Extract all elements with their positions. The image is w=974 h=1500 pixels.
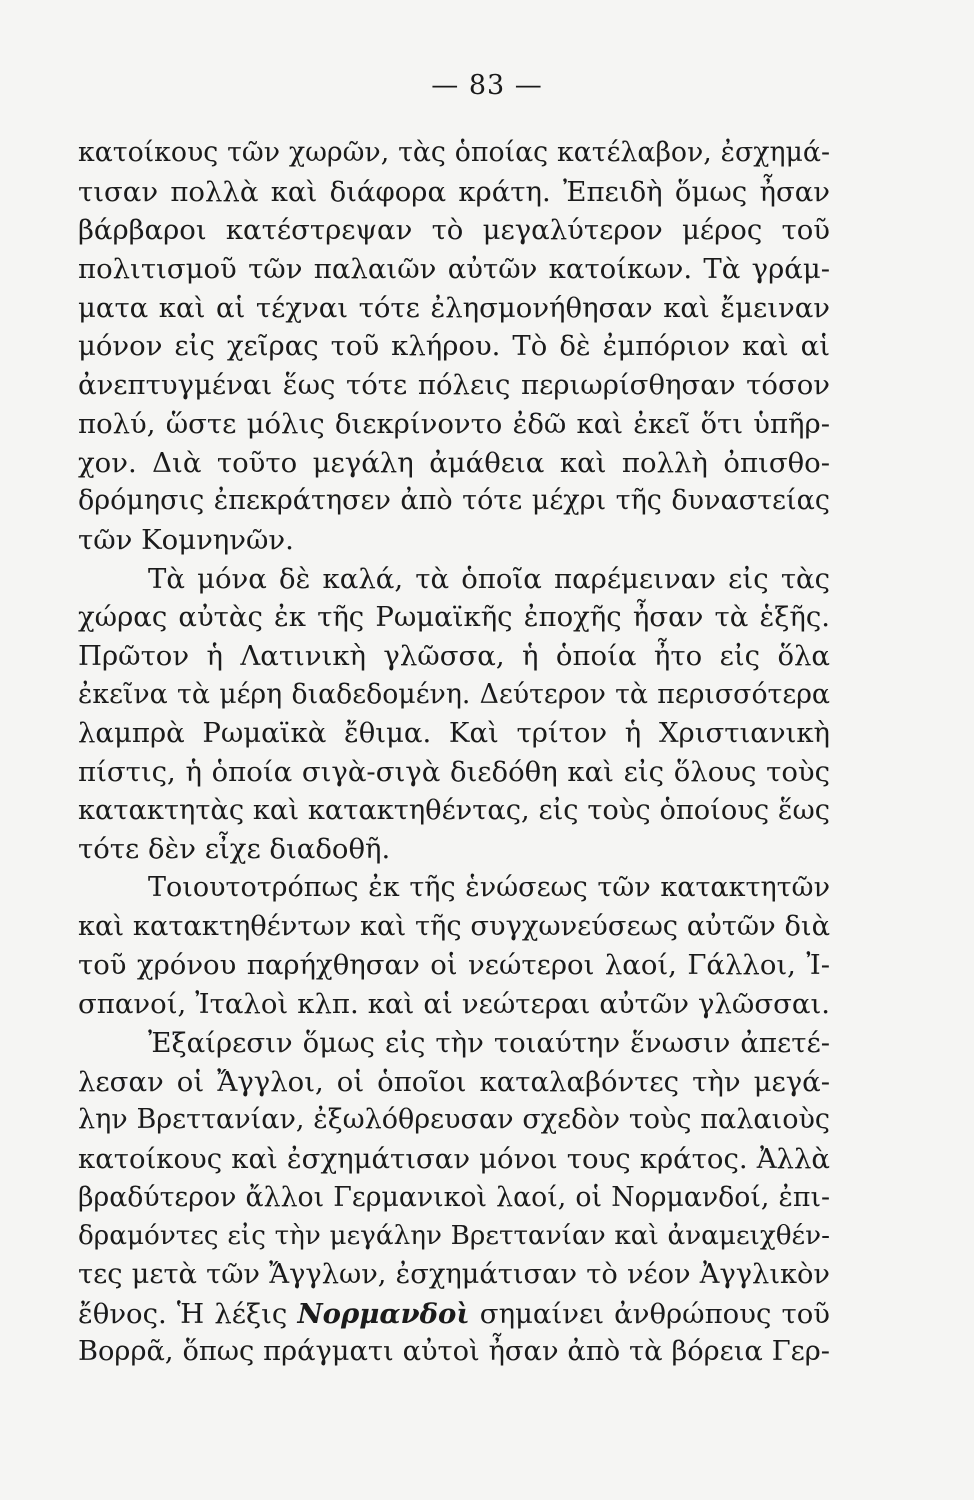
text-line: κατακτητὰς καὶ κατακτηθέντας, εἰς τοὺς ὁποίους ἕως [78,794,830,826]
text-line: βάρβαροι κατέστρεψαν τὸ μεγαλύτερον μέρος τοῦ [78,214,830,247]
text-line: καὶ κατακτηθέντων καὶ τῆς συγχωνεύσεως αὐτῶν διὰ [78,910,830,942]
text-line: μόνον εἰς χεῖρας τοῦ κλήρου. Τὸ δὲ ἐμπόριον καὶ αἱ [78,330,830,363]
text-line: βραδύτερον ἄλλοι Γερμανικοὶ λαοί, οἱ Νορμανδοί, ἐπι- [78,1181,830,1213]
text-line-with-emphasis [78,1295,830,1334]
text-line: σπανοί, Ἰταλοὶ κλπ. καὶ αἱ νεώτεραι αὐτῶν γλῶσσαι. [78,988,830,1021]
text-line: πολύ, ὥστε μόλις διεκρίνοντο ἐδῶ καὶ ἐκεῖ ὅτι ὑπῆρ- [78,407,830,440]
text-line: ἀνεπτυγμέναι ἕως τότε πόλεις περιωρίσθησαν τόσον [78,369,830,402]
text-line: λαμπρὰ Ρωμαϊκὰ ἔθιμα. Καὶ τρίτον ἡ Χριστιανικὴ [78,717,830,750]
paragraph-start-line: Τοιουτοτρόπως ἐκ τῆς ἑνώσεως τῶν κατακτητῶν [148,872,830,904]
text-line: κατοίκους τῶν χωρῶν, τὰς ὁποίας κατέλαβον, ἐσχημά- [78,137,830,168]
text-line: τες μετὰ τῶν Ἄγγλων, ἐσχημάτισαν τὸ νέον Ἀγγλικὸν [78,1258,830,1290]
paragraph-start-line: Ἐξαίρεσιν ὅμως εἰς τὴν τοιαύτην ἕνωσιν ἀπετέ- [148,1026,830,1059]
emphasized-word: Νορμανδοὶ [297,1297,470,1330]
text-line: πίστις, ἡ ὁποία σιγὰ-σιγὰ διεδόθη καὶ εἰς ὅλους τοὺς [78,756,830,788]
text-line: δρόμησις ἐπεκράτησεν ἀπὸ τότε μέχρι τῆς δυναστείας [78,485,830,517]
text-line: Βορρᾶ, ὅπως πράγματι αὐτοὶ ἦσαν ἀπὸ τὰ βόρεια Γερ- [78,1336,830,1368]
body-text [78,134,830,1372]
text-line: ἐκεῖνα τὰ μέρη διαδεδομένη. Δεύτερον τὰ περισσότερα [78,678,830,710]
text-line: τότε δὲν εἶχε διαδοθῆ. [78,833,391,866]
page-number: — 83 — [431,70,543,101]
text-line: λεσαν οἱ Ἄγγλοι, οἱ ὁποῖοι καταλαβόντες τὴν μεγά- [78,1065,830,1098]
text-line: δραμόντες εἰς τὴν μεγάλην Βρεττανίαν καὶ ἀναμειχθέν- [78,1221,830,1252]
text-line: χον. Διὰ τοῦτο μεγάλη ἀμάθεια καὶ πολλὴ ὀπισθο- [78,446,830,479]
text-line: χώρας αὐτὰς ἐκ τῆς Ρωμαϊκῆς ἐποχῆς ἦσαν τὰ ἑξῆς. [78,601,830,634]
line-text-before: ἔθνος. Ἡ λέξις [78,1297,298,1330]
text-line: λην Βρεττανίαν, ἐξωλόθρευσαν σχεδὸν τοὺς παλαιοὺς [78,1104,830,1136]
text-line: πολιτισμοῦ τῶν παλαιῶν αὐτῶν κατοίκων. Τὰ γράμ- [78,253,830,286]
text-line: κατοίκους καὶ ἐσχημάτισαν μόνοι τους κράτος. Ἀλλὰ [78,1142,830,1175]
text-line: ματα καὶ αἱ τέχναι τότε ἐλησμονήθησαν καὶ ἔμειναν [78,291,830,324]
text-line: τοῦ χρόνου παρήχθησαν οἱ νεώτεροι λαοί, Γάλλοι, Ἰ- [78,949,830,982]
text-line: Πρῶτον ἡ Λατινικὴ γλῶσσα, ἡ ὁποία ἦτο εἰς ὅλα [78,639,830,672]
text-line: τισαν πολλὰ καὶ διάφορα κράτη. Ἐπειδὴ ὅμως ἦσαν [78,175,830,208]
paragraph-start-line: Τὰ μόνα δὲ καλά, τὰ ὁποῖα παρέμειναν εἰς τὰς [148,562,830,595]
text-line: τῶν Κομνηνῶν. [78,523,294,556]
line-text-after: σημαίνει ἀνθρώπους τοῦ [469,1297,830,1330]
